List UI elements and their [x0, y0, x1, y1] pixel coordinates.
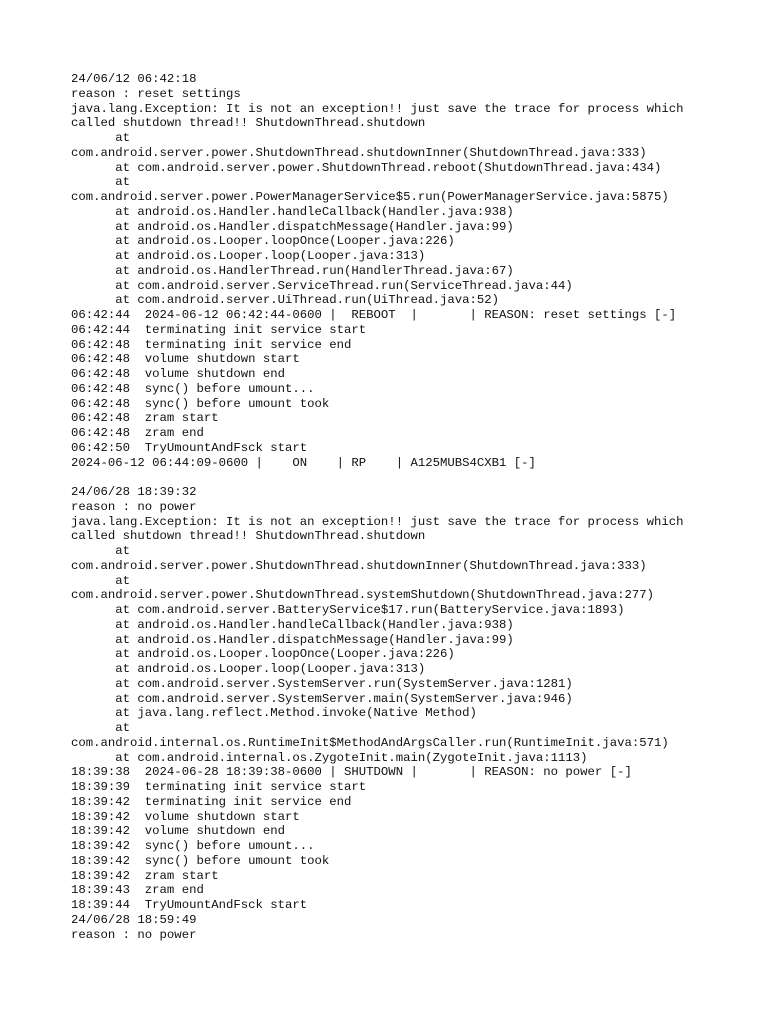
log-line: at: [71, 544, 131, 558]
log-line: 06:42:48 zram start: [71, 411, 219, 426]
log-line: at com.android.server.power.ShutdownThread.reboot(ShutdownThread.java:434): [71, 160, 662, 175]
log-line: at com.android.server.SystemServer.run(SystemServer.java:1281): [71, 676, 573, 691]
log-line: at java.lang.reflect.Method.invoke(Native Method): [71, 706, 477, 721]
log-line: 2024-06-12 06:44:09-0600 | ON | RP | A125MUBS4CXB1 [-]: [71, 455, 536, 470]
log-line: com.android.server.power.ShutdownThread.shutdownInner(ShutdownThread.java:333): [71, 145, 647, 160]
log-line: at android.os.Looper.loopOnce(Looper.java:226): [71, 234, 455, 249]
log-line: at: [71, 721, 131, 735]
log-line: 06:42:48 sync() before umount took: [71, 396, 330, 411]
log-line: 18:39:43 zram end: [71, 883, 204, 898]
log-line: 18:39:39 terminating init service start: [71, 780, 367, 794]
blank-line: [71, 470, 751, 485]
log-line: 18:39:42 volume shutdown end: [71, 824, 286, 839]
log-line: com.android.server.power.ShutdownThread.shutdownInner(ShutdownThread.java:333): [71, 558, 647, 573]
log-line: 18:39:42 sync() before umount took: [71, 853, 330, 868]
log-line: 18:39:42 terminating init service end: [71, 794, 352, 809]
log-line: at android.os.HandlerThread.run(HandlerThread.java:67): [71, 263, 514, 278]
log-line: 18:39:42 sync() before umount...: [71, 839, 315, 853]
log-line: 06:42:48 volume shutdown start: [71, 352, 300, 367]
log-line: reason : reset settings: [71, 86, 241, 101]
log-line: 24/06/28 18:59:49: [71, 912, 197, 927]
log-document: [71, 72, 751, 942]
log-line: at android.os.Handler.dispatchMessage(Handler.java:99): [71, 632, 514, 647]
log-line: com.android.internal.os.RuntimeInit$MethodAndArgsCaller.run(RuntimeInit.java:571): [71, 735, 669, 750]
log-line: 06:42:48 sync() before umount...: [71, 381, 315, 396]
log-line: 06:42:48 zram end: [71, 426, 204, 440]
log-line: 18:39:42 zram start: [71, 868, 219, 883]
log-line: 06:42:48 volume shutdown end: [71, 367, 286, 381]
log-line: at com.android.server.UiThread.run(UiThread.java:52): [71, 293, 500, 308]
log-line: 18:39:44 TryUmountAndFsck start: [71, 898, 308, 912]
log-line: at com.android.server.BatteryService$17.run(BatteryService.java:1893): [71, 603, 625, 617]
log-line: reason : no power: [71, 499, 197, 514]
log-line: at android.os.Looper.loopOnce(Looper.java:226): [71, 647, 455, 662]
log-line: com.android.server.power.PowerManagerService$5.run(PowerManagerService.java:5875): [71, 190, 669, 204]
log-line: at android.os.Handler.handleCallback(Handler.java:938): [71, 204, 514, 219]
log-line: at com.android.internal.os.ZygoteInit.main(ZygoteInit.java:1113): [71, 750, 588, 765]
log-line: at: [71, 573, 131, 588]
log-line: java.lang.Exception: It is not an exception!! just save the trace for process which: [71, 514, 684, 529]
log-line: at android.os.Looper.loop(Looper.java:313): [71, 662, 426, 676]
log-line: com.android.server.power.ShutdownThread.systemShutdown(ShutdownThread.java:277): [71, 588, 654, 603]
log-line: 06:42:44 terminating init service start: [71, 322, 367, 337]
log-line: called shutdown thread!! ShutdownThread.shutdown: [71, 116, 426, 131]
log-line: 18:39:42 volume shutdown start: [71, 809, 300, 824]
log-line: 06:42:50 TryUmountAndFsck start: [71, 440, 308, 455]
log-line: at com.android.server.SystemServer.main(SystemServer.java:946): [71, 691, 573, 706]
log-line: called shutdown thread!! ShutdownThread.shutdown: [71, 529, 426, 544]
log-line: reason : no power: [71, 927, 197, 942]
log-line: 24/06/12 06:42:18: [71, 72, 197, 86]
log-line: 06:42:44 2024-06-12 06:42:44-0600 | REBOOT | | REASON: reset settings [-]: [71, 308, 677, 322]
log-line: at: [71, 175, 131, 190]
log-line: 24/06/28 18:39:32: [71, 485, 197, 499]
log-line: at android.os.Looper.loop(Looper.java:313): [71, 249, 426, 263]
log-line: at: [71, 131, 131, 145]
log-line: 18:39:38 2024-06-28 18:39:38-0600 | SHUTDOWN | | REASON: no power [-]: [71, 765, 632, 780]
log-line: at com.android.server.ServiceThread.run(ServiceThread.java:44): [71, 278, 573, 293]
log-line: at android.os.Handler.dispatchMessage(Handler.java:99): [71, 219, 514, 234]
log-line: java.lang.Exception: It is not an exception!! just save the trace for process which: [71, 101, 684, 116]
log-line: 06:42:48 terminating init service end: [71, 337, 352, 352]
log-line: at android.os.Handler.handleCallback(Handler.java:938): [71, 617, 514, 632]
